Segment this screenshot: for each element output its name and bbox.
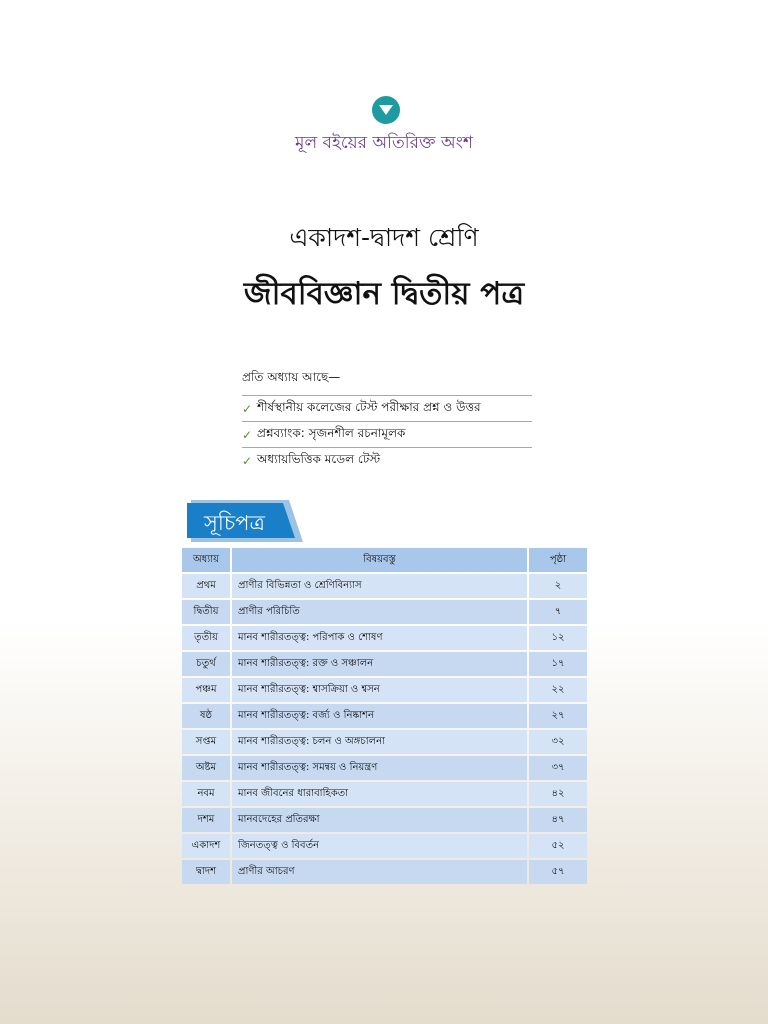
page-cell: ৫৭ <box>529 860 587 884</box>
topic-cell: মানবদেহের প্রতিরক্ষা <box>232 808 527 832</box>
check-mark-icon: ✓ <box>242 427 253 442</box>
topic-cell: মানব শারীরতত্ত্ব: সমন্বয় ও নিয়ন্ত্রণ <box>232 756 527 780</box>
column-header-page: পৃষ্ঠা <box>529 548 587 572</box>
feature-item <box>242 395 532 421</box>
features-box <box>242 369 532 473</box>
toc-table <box>180 546 589 886</box>
chapter-cell: পঞ্চম <box>182 678 230 702</box>
topic-cell: জিনতত্ত্ব ও বিবর্তন <box>232 834 527 858</box>
page-cell: ২ <box>529 574 587 598</box>
page-cell: ৭ <box>529 600 587 624</box>
chapter-cell: চতুর্থ <box>182 652 230 676</box>
table-row <box>182 808 587 832</box>
feature-text: অধ্যায়ভিত্তিক মডেল টেস্ট <box>257 451 381 466</box>
topic-cell: প্রাণীর আচরণ <box>232 860 527 884</box>
table-row <box>182 652 587 676</box>
supplement-label: মূল বইয়ের অতিরিক্ত অংশ <box>295 133 473 153</box>
chapter-cell: ষষ্ঠ <box>182 704 230 728</box>
chapter-cell: নবম <box>182 782 230 806</box>
table-row <box>182 574 587 598</box>
book-title: জীববিজ্ঞান দ্বিতীয় পত্র <box>243 276 525 312</box>
table-row <box>182 704 587 728</box>
chapter-cell: দ্বিতীয় <box>182 600 230 624</box>
page-cell: ৩৭ <box>529 756 587 780</box>
feature-item <box>242 447 532 473</box>
topic-cell: মানব শারীরতত্ত্ব: চলন ও অঙ্গচালনা <box>232 730 527 754</box>
feature-text: প্রশ্নব্যাংক: সৃজনশীল রচনামূলক <box>257 425 406 440</box>
page-cell: ২৭ <box>529 704 587 728</box>
chapter-cell: অষ্টম <box>182 756 230 780</box>
page-cell: ১২ <box>529 626 587 650</box>
toc-heading: সূচিপত্র <box>204 511 265 535</box>
feature-text: শীর্ষস্থানীয় কলেজের টেস্ট পরীক্ষার প্রশ্ন ও উত্তর <box>257 399 481 414</box>
chapter-cell: দশম <box>182 808 230 832</box>
grade-heading: একাদশ-দ্বাদশ শ্রেণি <box>289 223 479 252</box>
chapter-cell: প্রথম <box>182 574 230 598</box>
topic-cell: প্রাণীর পরিচিতি <box>232 600 527 624</box>
table-row <box>182 782 587 806</box>
chapter-cell: একাদশ <box>182 834 230 858</box>
topic-cell: মানব শারীরতত্ত্ব: রক্ত ও সঞ্চালন <box>232 652 527 676</box>
page-cell: ৪৭ <box>529 808 587 832</box>
topic-cell: মানব জীবনের ধারাবাহিকতা <box>232 782 527 806</box>
page-cell: ২২ <box>529 678 587 702</box>
down-triangle-badge-icon <box>372 96 400 124</box>
table-row <box>182 600 587 624</box>
check-mark-icon: ✓ <box>242 401 253 416</box>
table-row <box>182 730 587 754</box>
table-row <box>182 678 587 702</box>
toc-header-row <box>182 548 587 572</box>
features-intro: প্রতি অধ্যায় আছে— <box>242 370 341 384</box>
topic-cell: মানব শারীরতত্ত্ব: পরিপাক ও শোষণ <box>232 626 527 650</box>
chapter-cell: দ্বাদশ <box>182 860 230 884</box>
table-row <box>182 834 587 858</box>
check-mark-icon: ✓ <box>242 453 253 468</box>
table-row <box>182 860 587 884</box>
toc-heading-tab <box>183 500 303 542</box>
topic-cell: প্রাণীর বিভিন্নতা ও শ্রেণিবিন্যাস <box>232 574 527 598</box>
table-row <box>182 756 587 780</box>
chapter-cell: সপ্তম <box>182 730 230 754</box>
page-cell: ১৭ <box>529 652 587 676</box>
page-cell: ৪২ <box>529 782 587 806</box>
feature-item <box>242 421 532 447</box>
column-header-chapter: অধ্যায় <box>182 548 230 572</box>
topic-cell: মানব শারীরতত্ত্ব: শ্বাসক্রিয়া ও শ্বসন <box>232 678 527 702</box>
column-header-topic: বিষয়বস্তু <box>232 548 527 572</box>
table-row <box>182 626 587 650</box>
topic-cell: মানব শারীরতত্ত্ব: বর্জ্য ও নিষ্কাশন <box>232 704 527 728</box>
chapter-cell: তৃতীয় <box>182 626 230 650</box>
page-cell: ৫২ <box>529 834 587 858</box>
page-cell: ৩২ <box>529 730 587 754</box>
